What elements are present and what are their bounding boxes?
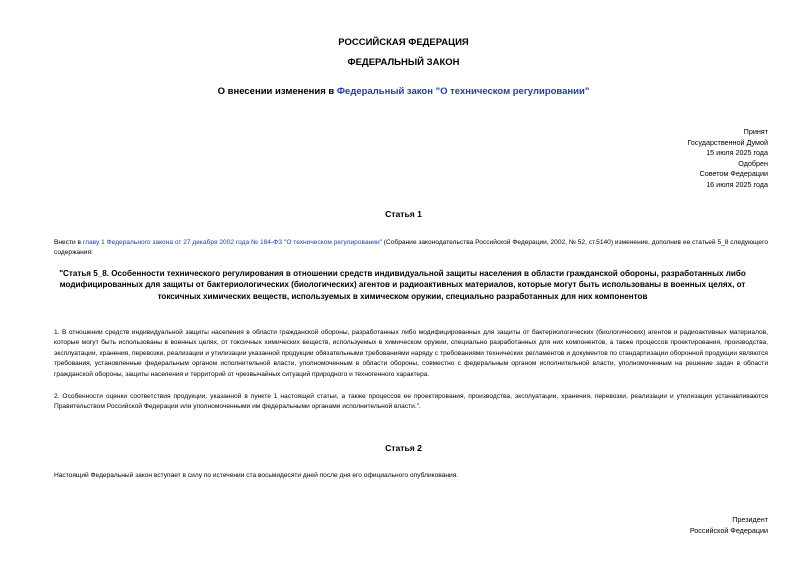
article-paragraph-1: 1. В отношении средств индивидуальной защиты населения в области гражданской обороны, разработанных либо модифицированных для защиты от бактериологических (биологических) агентов и радиоактивных материалов, которые могут быть использованы в военных целях, от токсичных химических веществ, используемых в химическом оружии, специально разработанных для них компонентов, а также процессов проектирования, производства, эксплуатации, хранения, перевозки, реализации и утилизации указанной продукции обязательными требованиями наряду с требованиями технических регламентов и документов по стандартизации оборонной продукции являются требования, установленные федеральным органом исполнительной власти, уполномоченным в области обороны, совместно с федеральным органом исполнительной власти, уполномоченным на решение задач в области гражданской обороны, защиты населения и территорий от чрезвычайных ситуаций природного и техногенного характера. bbox=[54, 329, 768, 378]
law-type-heading: ФЕДЕРАЛЬНЫЙ ЗАКОН bbox=[347, 57, 460, 68]
adopted-by: Государственной Думой bbox=[687, 137, 768, 147]
article-1-intro bbox=[54, 238, 768, 259]
adopted-label: Принят bbox=[743, 127, 768, 136]
new-article-title: "Статья 5_8. Особенности технического регулирования в отношении средств индивидуальной защиты населения в области гражданской обороны, разработанных либо модифицированных для защиты от бактериологических (биологических) агентов и радиоактивных материалов, которые могут быть использованы в военных целях, от токсичных химических веществ, используемых в химическом оружии, специально разработанных для них компонентов bbox=[59, 269, 746, 301]
adopted-date: 15 июля 2025 года bbox=[706, 148, 768, 158]
intro-link[interactable]: главу 1 Федерального закона от 27 декабря 2002 года № 184-ФЗ "О техническом регулировании" bbox=[82, 239, 382, 246]
article-paragraph-2: 2. Особенности оценки соответствия продукции, указанной в пункте 1 настоящей статьи, а также процессов ее проектирования, производства, эксплуатации, хранения, перевозки, реализации и утилизации устанавливаются Правительством Российской Федерации или уполномоченными им федеральными органами исполнительной власти.". bbox=[54, 393, 768, 411]
federation-heading: РОССИЙСКАЯ ФЕДЕРАЦИЯ bbox=[338, 37, 469, 48]
approved-label: Одобрен bbox=[738, 158, 768, 168]
intro-prefix: Внести в bbox=[54, 239, 83, 246]
approved-by: Советом Федерации bbox=[699, 169, 768, 179]
article-2-text: Настоящий Федеральный закон вступает в силу по истечении ста восьмидесяти дней после дня его официального опубликования. bbox=[54, 472, 459, 479]
adoption-info bbox=[687, 127, 768, 191]
approved-date: 16 июля 2025 года bbox=[706, 179, 768, 189]
intro-suffix: (Собрание законодательства Российской Федерации, 2002, № 52, ст.5140) изменение, дополнив ее статьей 5_8 следующего содержания: bbox=[54, 239, 768, 257]
law-title bbox=[0, 86, 807, 97]
signature-country: Российской Федерации bbox=[689, 526, 768, 535]
signature-block bbox=[690, 514, 768, 536]
law-title-prefix: О внесении изменения в bbox=[217, 86, 337, 97]
law-title-link[interactable]: Федеральный закон "О техническом регулировании" bbox=[336, 86, 590, 97]
article-2-heading: Статья 2 bbox=[385, 443, 422, 453]
signature-title: Президент bbox=[732, 515, 768, 524]
article-1-heading: Статья 1 bbox=[385, 209, 422, 219]
